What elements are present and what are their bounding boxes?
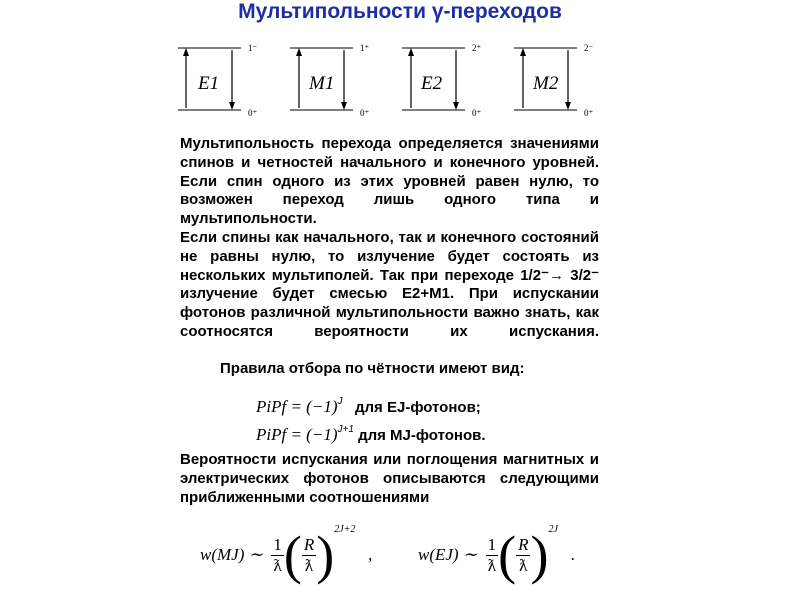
parity-rule-mj-lhs: PiPf = (−1) [256,425,338,444]
transition-label-m1: M1 [309,73,335,94]
formula-comma: , [368,545,373,564]
formula-w-ej-exponent: 2J [548,524,558,535]
lower-level-e2: 0⁺ [472,108,482,118]
formula-w-mj-exponent: 2J+2 [334,524,356,535]
level-scheme-diagram [0,0,800,140]
parity-rule-ej [256,396,481,417]
lower-level-m2: 0⁺ [584,108,594,118]
paragraph-mixed-multipoles: Если спины как начального, так и конечного состояний не равны нулю, то излучение будет состоять из нескольких мультиполей. Так при переходе 1/2⁻→ 3/2⁻ излучение будет смесью E2+M1. При испускании фотонов различной мультипольности важно знать, как соотносятся вероятности их испускания. [180,229,599,340]
formula-w-ej-lhs: w(EJ) ∼ [418,545,478,564]
upper-level-m1: 1⁺ [360,43,370,53]
formula-w-ej: w(EJ) ∼ $\frac{1}{ƛ}$ ( $\frac{R}{ƛ}$ ) 2J . [418,524,575,585]
transition-label-e1: E1 [198,73,220,94]
upper-level-m2: 2⁻ [584,43,594,53]
parity-rule-mj-text: для MJ-фотонов. [358,427,486,444]
transition-m2 [514,43,594,118]
fraction-r-over-lambda: $\frac{R}{ƛ}$ [303,534,315,575]
parity-rule-ej-text: для EJ-фотонов; [355,399,481,416]
page-title: Мультипольности γ-переходов [238,0,562,23]
parity-rule-ej-exponent: J [337,396,343,407]
upper-level-e2: 2⁺ [472,43,482,53]
paragraph-parity-rules: Правила отбора по чётности имеют вид: [220,360,525,377]
formula-w-mj: w(MJ) ∼ $\frac{1}{ƛ}$ ( $\frac{R}{ƛ}$ ) 2J+2 , [200,524,373,585]
parity-rule-ej-lhs: PiPf = (−1) [256,397,338,416]
paragraph-multipolarity: Мультипольность перехода определяется значениями спинов и четностей начального и конечного уровней. Если спин одного из этих уровней равен нулю, то возможен переход лишь одного типа и мультипольности. [180,135,599,228]
transition-e2 [402,43,482,118]
fraction-one-over-lambda: $\frac{1}{ƛ}$ [273,534,282,575]
formula-w-mj-lhs: w(MJ) ∼ [200,545,263,564]
lower-level-m1: 0⁺ [360,108,370,118]
parity-rule-mj [256,424,486,445]
paragraph-probabilities: Вероятности испускания или поглощения магнитных и электрических фотонов описываются следующими приближенными соотношениями [180,451,599,506]
transition-e1 [178,43,258,118]
fraction-one-over-lambda: $\frac{1}{ƛ}$ [487,534,497,575]
parity-rule-mj-exponent: J+1 [337,424,354,435]
lower-level-e1: 0⁺ [248,108,258,118]
transition-m1 [290,43,370,118]
transition-label-m2: M2 [533,73,559,94]
upper-level-e1: 1⁻ [248,43,258,53]
formula-period: . [570,545,575,564]
fraction-r-over-lambda: $\frac{R}{ƛ}$ [518,534,529,575]
transition-label-e2: E2 [421,73,443,94]
